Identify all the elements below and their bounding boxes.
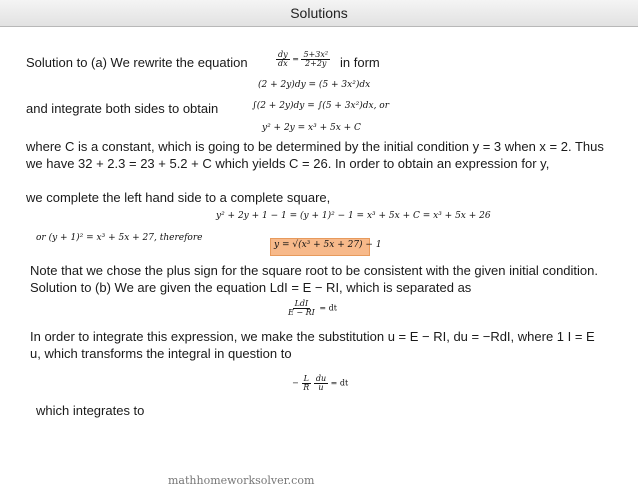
- equation-result: y² + 2y = x³ + 5x + C: [262, 123, 361, 133]
- paragraph-complete-square: we complete the left hand side to a complete square,: [26, 190, 331, 205]
- equation-integral: ∫(2 + 2y)dy = ∫(5 + 3x²)dx, or: [252, 101, 390, 111]
- paragraph-note: Note that we chose the plus sign for the square root to be consistent with the given initial condition. Solution to (b) We are given the equation LdI = E − RI, which is separated as: [30, 263, 599, 295]
- solution-a-tail: in form: [340, 55, 380, 70]
- eq-sep-rhs: = dt: [319, 303, 337, 313]
- integrate-text: and integrate both sides to obtain: [26, 101, 219, 116]
- paragraph-integrates: which integrates to: [36, 403, 145, 418]
- equation-separated: (2 + 2y)dy = (5 + 3x²)dx: [258, 80, 371, 90]
- eq-sub-a-den: R: [303, 383, 310, 392]
- paragraph-substitution: In order to integrate this expression, we make the substitution u = E − RI, du = −RdI, where 1 I = E u, which transforms the integral in question to: [30, 329, 595, 361]
- slide-header: [0, 0, 638, 27]
- eq-dy: dy: [278, 50, 288, 59]
- paragraph-constant: where C is a constant, which is going to be determined by the initial condition y = 3 when x = 2. Thus we have 32 + 2.3 = 23 + 5.2 + C which yields C = 26. In order to obtain an expression for y,: [26, 139, 604, 171]
- eq-sep-num: LdI: [294, 299, 309, 308]
- eq-rhs-den: 2+2y: [305, 59, 327, 68]
- equation-final: y = √(x³ + 5x + 27) − 1: [274, 240, 382, 250]
- eq-sub-lead: −: [292, 378, 299, 388]
- eq-sub-a-num: L: [303, 374, 309, 383]
- eq-dx: dx: [278, 59, 288, 68]
- equation-or: or (y + 1)² = x³ + 5x + 27, therefore: [36, 233, 203, 243]
- eq-sep-den: E − RI: [288, 308, 315, 317]
- eq-sub-b-den: u: [318, 383, 324, 392]
- footer-site[interactable]: mathhomeworksolver.com: [168, 474, 315, 487]
- eq-sub-b-num: du: [315, 374, 327, 383]
- eq-sub-rhs: = dt: [330, 378, 349, 388]
- equation-square: y² + 2y + 1 − 1 = (y + 1)² − 1 = x³ + 5x + C = x³ + 5x + 26: [216, 211, 491, 221]
- equation-separation: [286, 300, 337, 317]
- equation-dydx: $\frac{dy}{dx}$ = $\frac{\text{5+3x²}}{2+2y}$: [278, 50, 329, 68]
- solution-a-intro: Solution to (a) We rewrite the equation: [26, 55, 248, 70]
- equation-substituted: [292, 375, 348, 392]
- eq-rhs-num: 5+3x²: [303, 50, 329, 59]
- slide-title: Solutions: [290, 5, 348, 21]
